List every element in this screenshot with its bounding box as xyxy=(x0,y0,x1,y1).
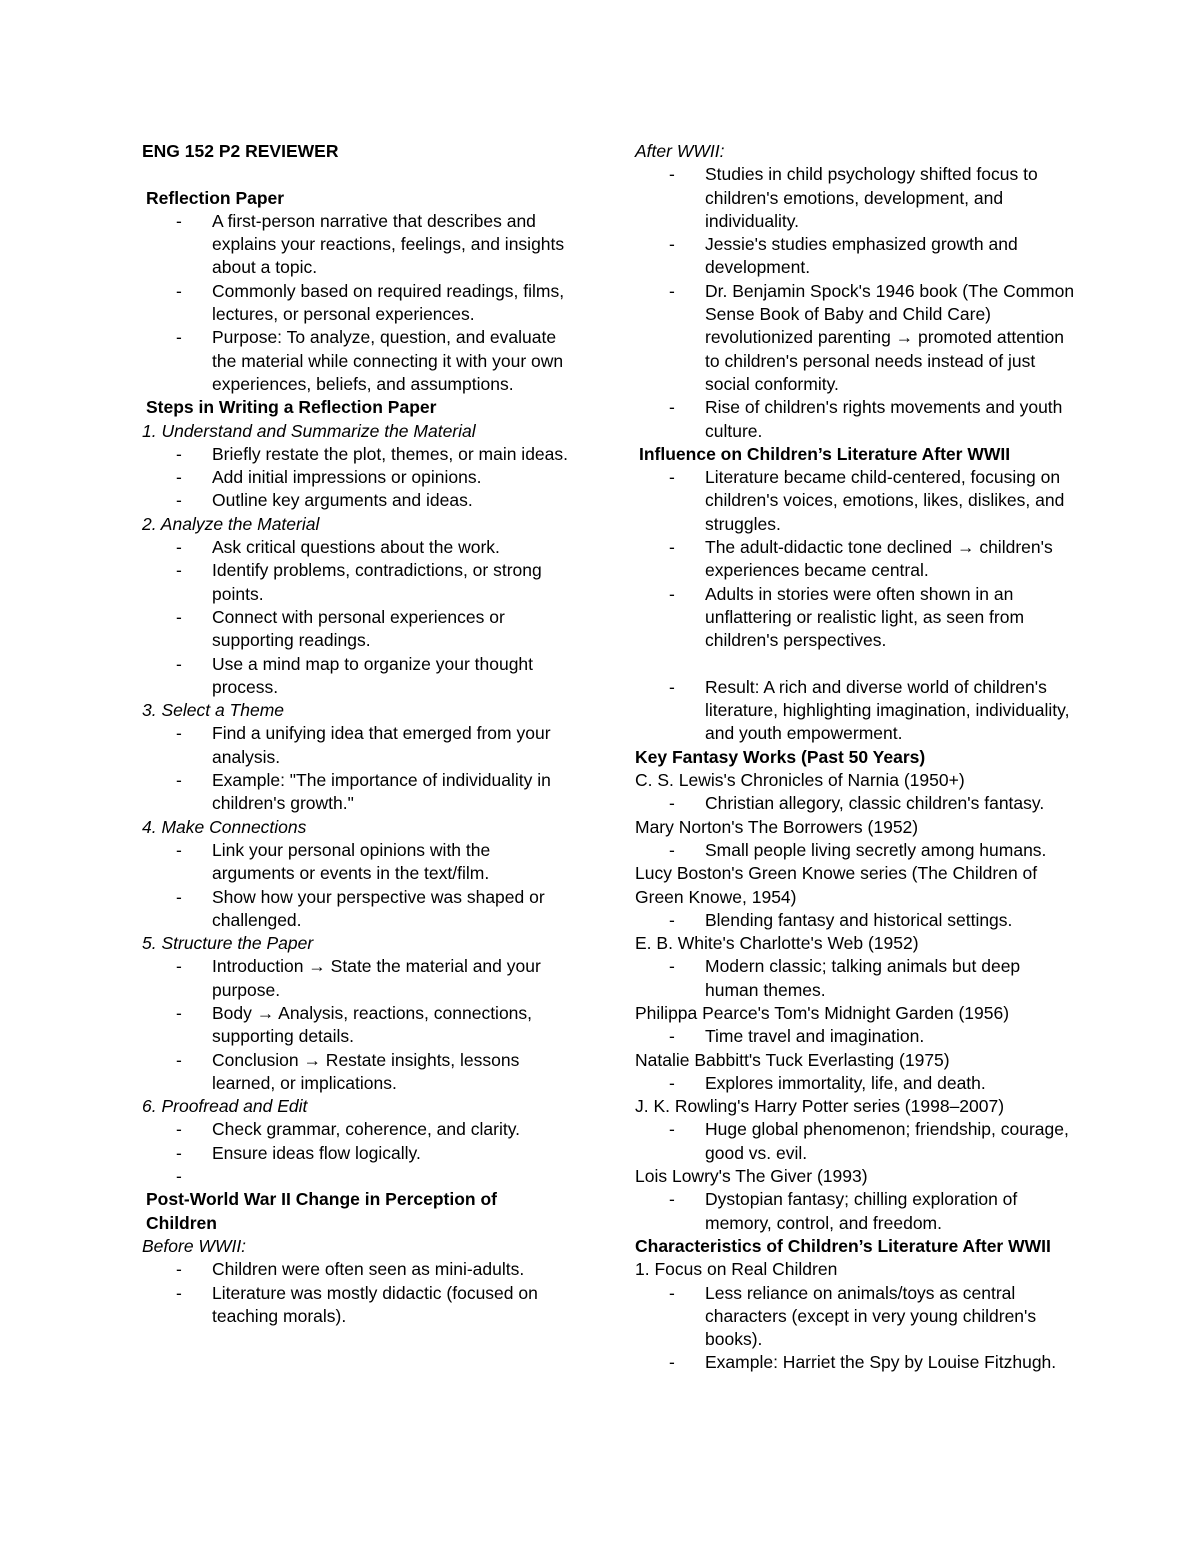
list-item: - Rise of children's rights movements and youth culture. xyxy=(635,396,1075,443)
list-item: - Dystopian fantasy; chilling exploration of memory, control, and freedom. xyxy=(635,1188,1075,1235)
step-4-bullets xyxy=(142,839,572,932)
fantasy-work-notes xyxy=(635,1025,1075,1048)
step-6-title: 6. Proofread and Edit xyxy=(142,1096,308,1117)
list-item: - Time travel and imagination. xyxy=(635,1025,1075,1048)
reflection-bullets xyxy=(142,210,572,396)
fantasy-work-title: Lois Lowry's The Giver (1993) xyxy=(635,1166,868,1187)
list-item: - Christian allegory, classic children's fantasy. xyxy=(635,792,1075,815)
fantasy-work-notes xyxy=(635,792,1075,815)
step-3-title: 3. Select a Theme xyxy=(142,700,285,721)
list-item: - Literature was mostly didactic (focused on teaching morals). xyxy=(142,1282,572,1329)
step-3-bullets xyxy=(142,722,572,815)
fantasy-work-title: J. K. Rowling's Harry Potter series (1998–2007) xyxy=(635,1096,1005,1117)
step-5-title: 5. Structure the Paper xyxy=(142,933,314,954)
list-item: - Result: A rich and diverse world of children's literature, highlighting imagination, individuality, and youth empowerment. xyxy=(635,676,1075,746)
fantasy-work-title: C. S. Lewis's Chronicles of Narnia (1950+) xyxy=(635,770,965,791)
list-item: - Connect with personal experiences or supporting readings. xyxy=(142,606,572,653)
influence-result xyxy=(635,676,1075,746)
step-2-bullets xyxy=(142,536,572,699)
list-item: - Children were often seen as mini-adults. xyxy=(142,1258,572,1281)
after-wwii-label: After WWII: xyxy=(635,141,725,161)
spacer xyxy=(635,653,1075,676)
list-item: - Small people living secretly among humans. xyxy=(635,839,1075,862)
fantasy-work-notes xyxy=(635,1118,1075,1165)
fantasy-work-notes xyxy=(635,909,1075,932)
step-6-bullets xyxy=(142,1118,572,1188)
fantasy-work-title: E. B. White's Charlotte's Web (1952) xyxy=(635,933,919,954)
list-item: - Briefly restate the plot, themes, or main ideas. xyxy=(142,443,572,466)
fantasy-work-title: Philippa Pearce's Tom's Midnight Garden (1956) xyxy=(635,1002,1010,1023)
step-1-bullets xyxy=(142,443,572,513)
step-1-title: 1. Understand and Summarize the Material xyxy=(142,420,476,441)
step-2-title: 2. Analyze the Material xyxy=(142,513,320,534)
step-5-bullets xyxy=(142,955,572,1095)
characteristics-item-1: 1. Focus on Real Children xyxy=(635,1259,838,1280)
list-item: - Use a mind map to organize your thought process. xyxy=(142,653,572,700)
list-item: - Example: Harriet the Spy by Louise Fitzhugh. xyxy=(635,1351,1075,1374)
list-item: - Ask critical questions about the work. xyxy=(142,536,572,559)
influence-bullets xyxy=(635,466,1075,652)
postwar-heading: Post-World War II Change in Perception of Children xyxy=(146,1189,497,1233)
list-item: - Add initial impressions or opinions. xyxy=(142,466,572,489)
fantasy-work-title: Lucy Boston's Green Knowe series (The Children of Green Knowe, 1954) xyxy=(635,863,1038,907)
steps-heading: Steps in Writing a Reflection Paper xyxy=(146,397,437,418)
right-column xyxy=(635,140,1075,1375)
list-item-empty xyxy=(142,1165,572,1188)
fantasy-work-notes xyxy=(635,955,1075,1002)
list-item: - Commonly based on required readings, films, lectures, or personal experiences. xyxy=(142,280,572,327)
list-item: - Example: "The importance of individuality in children's growth." xyxy=(142,769,572,816)
document-title: ENG 152 P2 REVIEWER xyxy=(142,141,339,161)
list-item: - Body → Analysis, reactions, connections, supporting details. xyxy=(142,1002,572,1049)
fantasy-heading: Key Fantasy Works (Past 50 Years) xyxy=(635,746,926,767)
list-item: - Modern classic; talking animals but deep human themes. xyxy=(635,955,1075,1002)
step-4-title: 4. Make Connections xyxy=(142,816,307,837)
list-item: - Adults in stories were often shown in an unflattering or realistic light, as seen from children's perspectives. xyxy=(635,583,1075,653)
fantasy-work-notes xyxy=(635,1072,1075,1095)
list-item: - Dr. Benjamin Spock's 1946 book (The Common Sense Book of Baby and Child Care) revolutionized parenting → promoted attention to children's personal needs instead of just social conformity. xyxy=(635,280,1075,396)
list-item: - Conclusion → Restate insights, lessons learned, or implications. xyxy=(142,1049,572,1096)
list-item: - Less reliance on animals/toys as central characters (except in very young children's books). xyxy=(635,1282,1075,1352)
list-item: - The adult-didactic tone declined → children's experiences became central. xyxy=(635,536,1075,583)
characteristics-heading: Characteristics of Children’s Literature After WWII xyxy=(635,1235,1051,1256)
characteristics-bullets xyxy=(635,1282,1075,1375)
fantasy-work-title: Mary Norton's The Borrowers (1952) xyxy=(635,816,919,837)
fantasy-work-title: Natalie Babbitt's Tuck Everlasting (1975) xyxy=(635,1049,950,1070)
list-item: - Studies in child psychology shifted focus to children's emotions, development, and individuality. xyxy=(635,163,1075,233)
list-item: - Huge global phenomenon; friendship, courage, good vs. evil. xyxy=(635,1118,1075,1165)
list-item: - A first-person narrative that describes and explains your reactions, feelings, and insights about a topic. xyxy=(142,210,572,280)
list-item: - Blending fantasy and historical settings. xyxy=(635,909,1075,932)
after-wwii-bullets xyxy=(635,163,1075,443)
list-item: - Literature became child-centered, focusing on children's voices, emotions, likes, dislikes, and struggles. xyxy=(635,466,1075,536)
list-item: - Outline key arguments and ideas. xyxy=(142,489,572,512)
fantasy-work-notes xyxy=(635,1188,1075,1235)
list-item: - Ensure ideas flow logically. xyxy=(142,1142,572,1165)
reflection-heading: Reflection Paper xyxy=(146,187,285,208)
list-item: - Identify problems, contradictions, or strong points. xyxy=(142,559,572,606)
list-item: - Jessie's studies emphasized growth and development. xyxy=(635,233,1075,280)
influence-heading: Influence on Children’s Literature After WWII xyxy=(639,443,1011,464)
list-item: - Introduction → State the material and your purpose. xyxy=(142,955,572,1002)
left-column xyxy=(142,140,572,1328)
list-item: - Purpose: To analyze, question, and evaluate the material while connecting it with your own experiences, beliefs, and assumptions. xyxy=(142,326,572,396)
fantasy-work-notes xyxy=(635,839,1075,862)
list-item: - Check grammar, coherence, and clarity. xyxy=(142,1118,572,1141)
before-wwii-label: Before WWII: xyxy=(142,1235,247,1256)
list-item: - Find a unifying idea that emerged from your analysis. xyxy=(142,722,572,769)
before-wwii-bullets xyxy=(142,1258,572,1328)
list-item: - Explores immortality, life, and death. xyxy=(635,1072,1075,1095)
list-item: - Show how your perspective was shaped or challenged. xyxy=(142,886,572,933)
list-item: - Link your personal opinions with the arguments or events in the text/film. xyxy=(142,839,572,886)
